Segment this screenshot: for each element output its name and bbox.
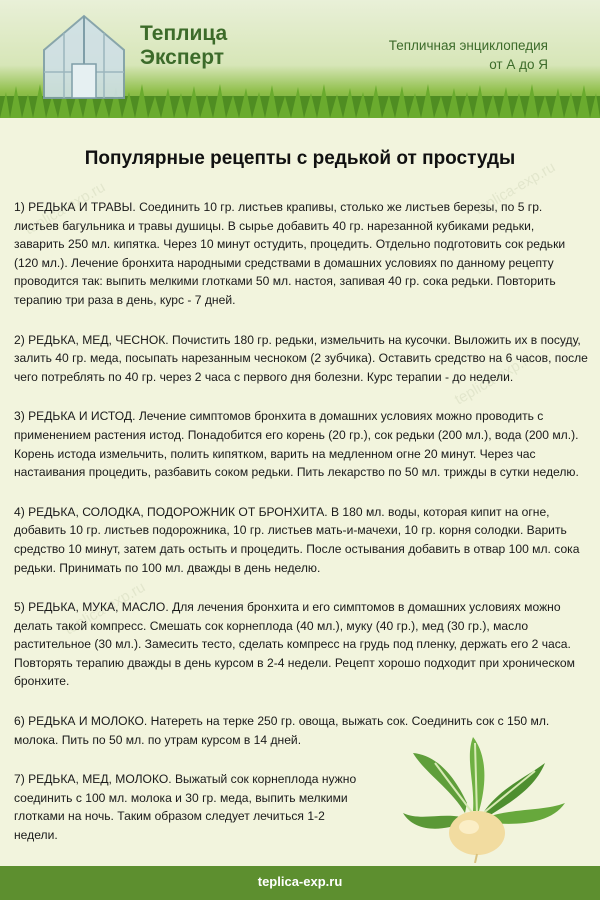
greenhouse-logo-icon: [38, 10, 130, 102]
page-title: Популярные рецепты с редькой от простуды: [84, 148, 516, 169]
logo-line-1: Теплица: [140, 22, 228, 45]
footer-url[interactable]: teplica-exp.ru: [257, 874, 343, 889]
recipe-6: 6) РЕДЬКА И МОЛОКО. Натереть на терке 250 гр. овоща, выжать сок. Соединить сок с 150 мл. молока. Пить по 50 мл. по утрам курсом в 14 дней.: [14, 714, 550, 747]
header-banner: [0, 0, 600, 118]
tagline-line-1: Тепличная энциклопедия: [388, 38, 548, 53]
watermark: teplica-exp.ru: [61, 578, 149, 639]
recipe-2: 2) РЕДЬКА, МЕД, ЧЕСНОК. Почистить 180 гр. редьки, измельчить на кусочки. Выложить их в посуду, залить 40 гр. меда, посыпать нарезанным чесноком (2 зубчика). Оставить средство на 6 часов, после чего потреблять по 40 гр. через 2 часа с первого дня болезни. Курс терапии - до недели.: [14, 332, 588, 384]
logo-line-2: Эксперт: [140, 46, 225, 69]
recipe-5: 5) РЕДЬКА, МУКА, МАСЛО. Для лечения бронхита и его симптомов в домашних условиях можно делать такой компресс. Смешать сок корнеплода (40 мл.), муку (40 гр.), мед (30 гр.), масло растительное (30 мл.). Замесить тесто, сделать компресс на грудь под пленку, держать его 2 часа. Повторять терапию дважды в день курсом в 2-4 недели. Рецепт хорошо подходит при хроническом бронхите.: [14, 600, 575, 689]
recipe-4: 4) РЕДЬКА, СОЛОДКА, ПОДОРОЖНИК ОТ БРОНХИТА. В 180 мл. воды, которая кипит на огне, добавить 10 гр. листьев подорожника, 10 гр. листьев мать-и-мачехи, 10 гр. корня солодки. Варить средство 10 минут, затем дать остыть и процедить. После остывания добавить в отвар 100 мл. сока редьки. Принимать по 100 мл. дважды в день неделю.: [14, 504, 580, 575]
watermark: teplica-exp.ru: [451, 348, 539, 409]
watermark: teplica-exp.ru: [471, 158, 559, 219]
recipe-3: 3) РЕДЬКА И ИСТОД. Лечение симптомов бронхита в домашних условиях можно проводить с применением растения истод. Понадобится его корень (20 гр.), сок редьки (200 мл.), вода (200 мл.). Корень истода измельчить, полить кипятком, варить на медленном огне 20 минут. Через час настаивания процедить, разбавить соком редьки. Пить лекарство по 50 мл. трижды в сутки неделю.: [14, 409, 579, 480]
recipe-1: 1) РЕДЬКА И ТРАВЫ. Соединить 10 гр. листьев крапивы, столько же листьев березы, по 5 гр. листьев багульника и травы душицы. В сырье добавить 40 гр. нарезанной кубиками редьки, заварить 250 мл. кипятка. Через 10 минут остудить, процедить. Отдельно подготовить сок редьки (120 мл.). Лечение бронхита народными средствами в домашних условиях по данному рецепту проводится так: выпить мелкими глотками 50 мл. настоя, запивая 40 гр. сока редьки. Повторить терапию три раза в день, курс - 7 дней.: [14, 200, 566, 307]
watermark: teplica-exp.ru: [21, 178, 109, 239]
tagline-line-2: от А до Я: [489, 57, 548, 72]
recipe-7: 7) РЕДЬКА, МЕД, МОЛОКО. Выжатый сок корнеплода нужно соединить с 100 мл. молока и 30 гр. меда, выпить мелкими глотками на ночь. Таким образом следует лечиться 1-2 недели.: [14, 772, 357, 843]
site-tagline: [389, 36, 548, 74]
site-logo: [140, 22, 227, 70]
radish-illustration-icon: [395, 733, 570, 863]
